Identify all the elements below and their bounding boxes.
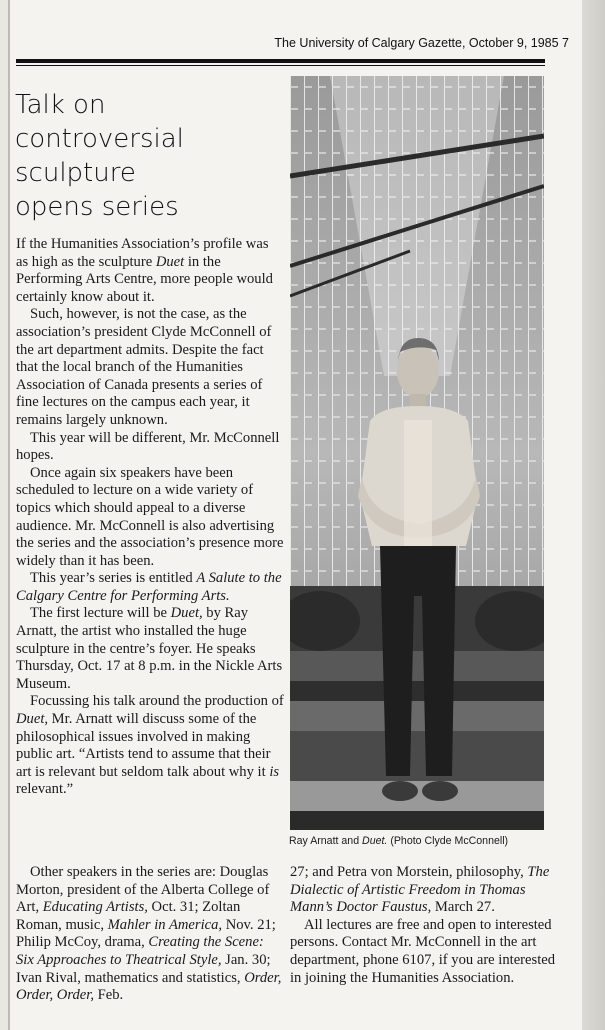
page-edge-line <box>8 0 10 1030</box>
headline-line: controversial <box>15 124 184 154</box>
paragraph: If the Humanities Association’s profile was as high as the sculpture Duet in the Performing Arts Centre, more people would certainly know about it. <box>16 236 273 305</box>
paragraph: Other speakers in the series are: Douglas Morton, president of the Alberta College of Art, Educating Artists, Oct. 31; Zoltan Roman, music, Mahler in America, Nov. 21; Philip McCoy, drama, Creating the Scene: Six Approaches to Theatrical Style, Jan. 30; Ivan Rival, mathematics and statistics, Order, Order, Order, Feb. <box>16 864 282 1004</box>
paragraph: Once again six speakers have been scheduled to lecture on a wide variety of topics which should appeal to a diverse audience. Mr. McConnell is also advertising the series and the association’s presence more widely than it has been. <box>16 464 284 569</box>
sculpture-photo <box>290 76 544 830</box>
headline-line: Talk on <box>15 90 106 120</box>
photo-caption: Ray Arnatt and Duet. (Photo Clyde McConnell) <box>289 835 509 847</box>
headline-line: sculpture <box>15 158 136 188</box>
page-header: The University of Calgary Gazette, October 9, 1985 7 <box>274 36 569 50</box>
article-column-left <box>16 236 284 799</box>
headline-line: opens series <box>15 192 179 222</box>
article-column-right-bottom <box>290 864 556 987</box>
header-rule-thick <box>16 59 545 63</box>
header-rule-thin <box>16 65 545 66</box>
paragraph: This year’s series is entitled A Salute to the Calgary Centre for Performing Arts. <box>16 570 282 604</box>
paragraph: All lectures are free and open to interested persons. Contact Mr. McConnell in the art department, phone 6107, if you are interested in joining the Humanities Association. <box>290 916 556 986</box>
headline <box>15 88 285 224</box>
paragraph: Focussing his talk around the production of Duet, Mr. Arnatt will discuss some of the philosophical issues involved in making public art. “Artists tend to assume that their art is relevant but seldom talk about why it is relevant.” <box>16 693 284 798</box>
paragraph: The first lecture will be Duet, by Ray Arnatt, the artist who installed the huge sculpture in the centre’s foyer. He speaks Thursday, Oct. 17 at 8 p.m. in the Nickle Arts Museum. <box>16 605 283 692</box>
paragraph: Such, however, is not the case, as the association’s president Clyde McConnell of the art department admits. Despite the fact that the local branch of the Humanities Association of Canada presents a series of fine lectures on the campus each year, it remains largely unknown. <box>16 306 272 428</box>
article-column-left-bottom <box>16 864 284 1005</box>
page-margin-shadow <box>582 0 605 1030</box>
paragraph: This year will be different, Mr. McConnell hopes. <box>16 429 280 464</box>
paragraph: 27; and Petra von Morstein, philosophy, The Dialectic of Artistic Freedom in Thomas Mann’s Doctor Faustus, March 27. <box>290 864 550 916</box>
photo-illustration <box>290 76 544 830</box>
